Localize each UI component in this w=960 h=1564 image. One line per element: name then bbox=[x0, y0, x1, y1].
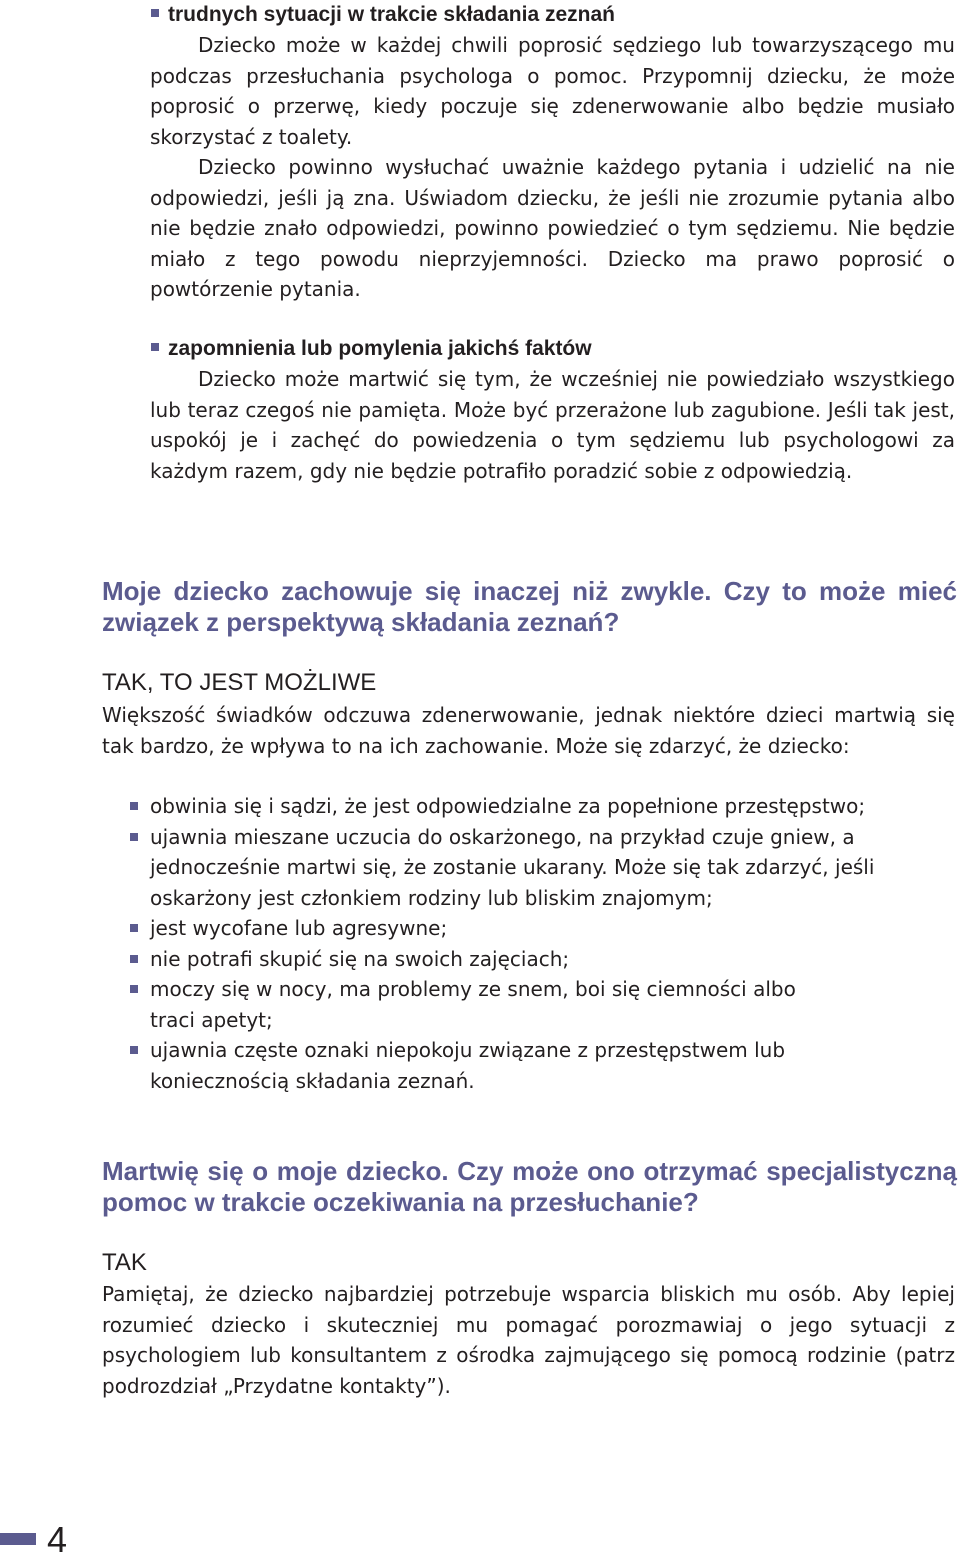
answer-paragraph: Pamiętaj, że dziecko najbardziej potrzebuje wsparcia bliskich mu osób. Aby lepiej rozumieć dziecko i skuteczniej mu pomagać porozmawiaj o jego sytuacji z psychologiem lub konsultantem z ośrodka zajmującego się pomocą rodzinie (patrz podrozdział „Przydatne kontakty”). bbox=[102, 1282, 955, 1398]
paragraph-text: Dziecko powinno wysłuchać uważnie każdego pytania i udzielić na nie odpowiedzi, jeśli ją zna. Uświadom dziecku, że jeśli nie zrozumie pytania albo nie będzie znało odpowiedzi, powinno powiedzieć o tym sędziemu. Nie będzie miało z tego powodu nieprzyjemności. Dziecko ma prawo poprosić o powtórzenie pytania. bbox=[150, 155, 955, 301]
subheading-text: zapomnienia lub pomylenia jakichś faktów bbox=[168, 337, 592, 360]
square-bullet-icon bbox=[151, 343, 159, 351]
square-bullet-icon bbox=[130, 985, 138, 993]
answer-label: TAK bbox=[102, 1249, 147, 1276]
section-difficult-situations bbox=[150, 0, 955, 305]
subheading bbox=[168, 334, 955, 364]
section-forgetting-facts bbox=[150, 334, 955, 486]
list-item: obwinia się i sądzi, że jest odpowiedzialne za popełnione przestępstwo; bbox=[130, 791, 940, 822]
list-item: ujawnia mieszane uczucia do oskarżonego, na przykład czuje gniew, a jednocześnie martwi się, że zostanie ukarany. Może się tak zdarzyć, jeśli oskarżony jest członkiem rodziny lub bliskim znajomym; bbox=[130, 822, 940, 914]
answer-label: TAK, TO JEST MOŻLIWE bbox=[102, 669, 377, 696]
paragraph bbox=[150, 364, 955, 486]
intro-paragraph: Większość świadków odczuwa zdenerwowanie, jednak niektóre dzieci martwią się tak bardzo, że wpływa to na ich zachowanie. Może się zdarzyć, że dziecko: bbox=[102, 703, 955, 758]
paragraph bbox=[150, 30, 955, 152]
subheading-text: trudnych sytuacji w trakcie składania zeznań bbox=[168, 3, 615, 26]
question-heading: Moje dziecko zachowuje się inaczej niż zwykle. Czy to może mieć związek z perspektywą składania zeznań? bbox=[102, 576, 957, 637]
square-bullet-icon bbox=[130, 955, 138, 963]
subheading bbox=[168, 0, 955, 30]
footer-accent-bar bbox=[0, 1533, 36, 1545]
paragraph-text: Dziecko może w każdej chwili poprosić sędziego lub towarzyszącego mu podczas przesłuchania psychologa o pomoc. Przypomnij dziecku, że może poprosić o przerwę, kiedy poczuje się zdenerwowanie albo będzie musiało skorzystać z toalety. bbox=[150, 33, 955, 149]
list-item: ujawnia częste oznaki niepokoju związane z przestępstwem lub koniecznością składania zeznań. bbox=[130, 1035, 810, 1096]
page-number: 4 bbox=[47, 1519, 68, 1560]
list-item: jest wycofane lub agresywne; bbox=[130, 913, 940, 944]
behavior-list bbox=[130, 791, 940, 1096]
paragraph bbox=[150, 152, 955, 305]
list-item: nie potrafi skupić się na swoich zajęciach; bbox=[130, 944, 940, 975]
square-bullet-icon bbox=[130, 833, 138, 841]
square-bullet-icon bbox=[130, 924, 138, 932]
square-bullet-icon bbox=[130, 802, 138, 810]
square-bullet-icon bbox=[151, 9, 159, 17]
list-item: moczy się w nocy, ma problemy ze snem, boi się ciemności albo traci apetyt; bbox=[130, 974, 800, 1035]
square-bullet-icon bbox=[130, 1046, 138, 1054]
paragraph-text: Dziecko może martwić się tym, że wcześniej nie powiedziało wszystkiego lub teraz czegoś nie pamięta. Może być przerażone lub zagubione. Jeśli tak jest, uspokój je i zachęć do powiedzenia o tym sędziemu lub psychologowi za każdym razem, gdy nie będzie potrafiło poradzić sobie z odpowiedzią. bbox=[150, 367, 955, 483]
question-heading: Martwię się o moje dziecko. Czy może ono otrzymać specjalistyczną pomoc w trakcie oczekiwania na przesłuchanie? bbox=[102, 1156, 957, 1217]
